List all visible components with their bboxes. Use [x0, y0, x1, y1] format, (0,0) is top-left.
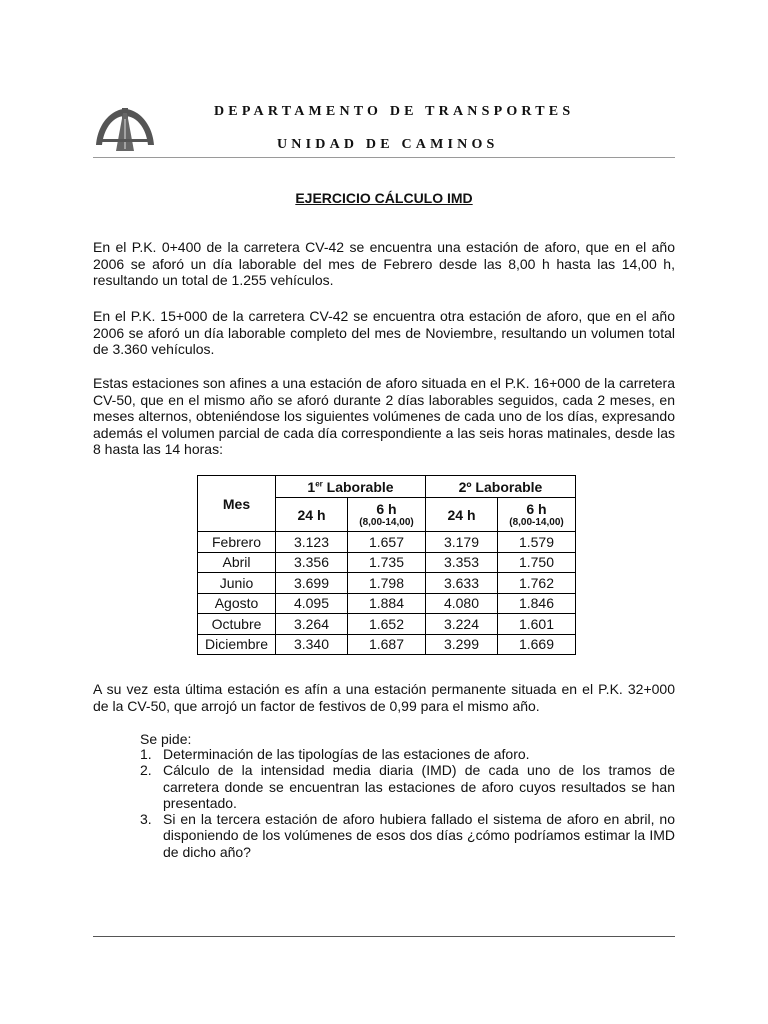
- cell-l1-24h: 3.356: [276, 552, 348, 573]
- cell-l2-6h: 1.750: [498, 552, 576, 573]
- paragraph-station-2: En el P.K. 15+000 de la carretera CV-42 se encuentra otra estación de aforo, que en el año 2006 se aforó un día laborable completo del mes de Noviembre, resultando un volumen total de 3.360 vehículos.: [93, 308, 675, 358]
- table-row: [198, 634, 576, 655]
- list-item: [140, 762, 675, 811]
- list-item-text: Si en la tercera estación de aforo hubiera fallado el sistema de aforo en abril, no disponiendo de los volúmenes de esos dos días ¿cómo podríamos estimar la IMD de dicho año?: [163, 811, 675, 860]
- cell-l1-6h: 1.884: [348, 593, 426, 614]
- cell-l1-24h: 4.095: [276, 593, 348, 614]
- cell-l2-6h: 1.601: [498, 614, 576, 635]
- header-l1-24h: 24 h: [276, 498, 348, 532]
- table-row: [198, 532, 576, 553]
- cell-mes: Octubre: [198, 614, 276, 635]
- cell-l2-24h: 3.353: [426, 552, 498, 573]
- cell-l2-6h: 1.669: [498, 634, 576, 655]
- unit-title: UNIDAD DE CAMINOS: [277, 137, 499, 152]
- list-item-text: Determinación de las tipologías de las estaciones de aforo.: [163, 746, 530, 762]
- cell-l2-6h: 1.762: [498, 573, 576, 594]
- cell-l2-24h: 3.179: [426, 532, 498, 553]
- cell-l1-24h: 3.699: [276, 573, 348, 594]
- table-row: [198, 573, 576, 594]
- header-l1-6h-range: (8,00-14,00): [359, 516, 414, 528]
- cell-l2-24h: 3.224: [426, 614, 498, 635]
- traffic-volume-table: [197, 475, 576, 655]
- cell-l1-6h: 1.798: [348, 573, 426, 594]
- cell-l1-6h: 1.652: [348, 614, 426, 635]
- cell-l2-24h: 4.080: [426, 593, 498, 614]
- cell-l1-6h: 1.657: [348, 532, 426, 553]
- header-first-laborable-text: Laborable: [322, 478, 394, 495]
- cell-mes: Agosto: [198, 593, 276, 614]
- traffic-volume-table-wrapper: [197, 475, 576, 655]
- cell-l2-6h: 1.579: [498, 532, 576, 553]
- road-arch-logo-icon: [94, 105, 156, 153]
- header-l2-6h: [498, 498, 576, 532]
- header-first-laborable-sup: er: [315, 478, 323, 488]
- header-divider: [93, 157, 675, 158]
- list-item-text: Cálculo de la intensidad media diaria (IMD) de cada uno de los tramos de carretera donde se encuentran las estaciones de aforo cuyos resultados se han presentado.: [163, 762, 675, 811]
- cell-mes: Febrero: [198, 532, 276, 553]
- header-mes: Mes: [198, 476, 276, 532]
- list-item-number: 2.: [140, 762, 152, 779]
- header-first-laborable: [276, 476, 426, 498]
- page-title: EJERCICIO CÁLCULO IMD: [295, 190, 473, 206]
- cell-l2-6h: 1.846: [498, 593, 576, 614]
- header-l2-6h-range: (8,00-14,00): [509, 516, 564, 528]
- list-item-number: 3.: [140, 811, 152, 828]
- list-item-number: 1.: [140, 746, 152, 762]
- header-l1-6h: [348, 498, 426, 532]
- paragraph-station-1: En el P.K. 0+400 de la carretera CV-42 se encuentra una estación de aforo, que en el año 2006 se aforó un día laborable del mes de Febrero desde las 8,00 h hasta las 14,00 h, resultando un total de 1.255 vehículos.: [93, 239, 675, 289]
- list-item: [140, 746, 675, 762]
- cell-mes: Abril: [198, 552, 276, 573]
- footer-divider: [93, 936, 675, 937]
- cell-l1-6h: 1.735: [348, 552, 426, 573]
- cell-l1-24h: 3.123: [276, 532, 348, 553]
- table-row: [198, 614, 576, 635]
- cell-mes: Diciembre: [198, 634, 276, 655]
- cell-l1-24h: 3.340: [276, 634, 348, 655]
- cell-l2-24h: 3.299: [426, 634, 498, 655]
- questions-intro: Se pide:: [140, 731, 192, 747]
- cell-l2-24h: 3.633: [426, 573, 498, 594]
- header-first-laborable-number: 1: [307, 478, 316, 495]
- header-l2-24h: 24 h: [426, 498, 498, 532]
- department-title: DEPARTAMENTO DE TRANSPORTES: [214, 104, 575, 119]
- header-l2-6h-label: 6 h: [526, 500, 547, 517]
- cell-mes: Junio: [198, 573, 276, 594]
- cell-l1-6h: 1.687: [348, 634, 426, 655]
- header-l1-6h-label: 6 h: [376, 500, 397, 517]
- paragraph-permanent-station: A su vez esta última estación es afín a una estación permanente situada en el P.K. 32+000 de la CV-50, que arrojó un factor de festivos de 0,99 para el mismo año.: [93, 681, 675, 714]
- paragraph-station-3: Estas estaciones son afines a una estación de aforo situada en el P.K. 16+000 de la carretera CV-50, que en el mismo año se aforó durante 2 días laborables seguidos, cada 2 meses, en meses alternos, obteniéndose los siguientes volúmenes de cada uno de los días, expresando además el volumen parcial de cada día correspondiente a las seis horas matinales, desde las 8 hasta las 14 horas:: [93, 375, 675, 458]
- header-second-laborable: 2º Laborable: [426, 476, 576, 498]
- questions-list: [140, 746, 675, 860]
- cell-l1-24h: 3.264: [276, 614, 348, 635]
- table-row: [198, 552, 576, 573]
- table-row: [198, 593, 576, 614]
- list-item: [140, 811, 675, 860]
